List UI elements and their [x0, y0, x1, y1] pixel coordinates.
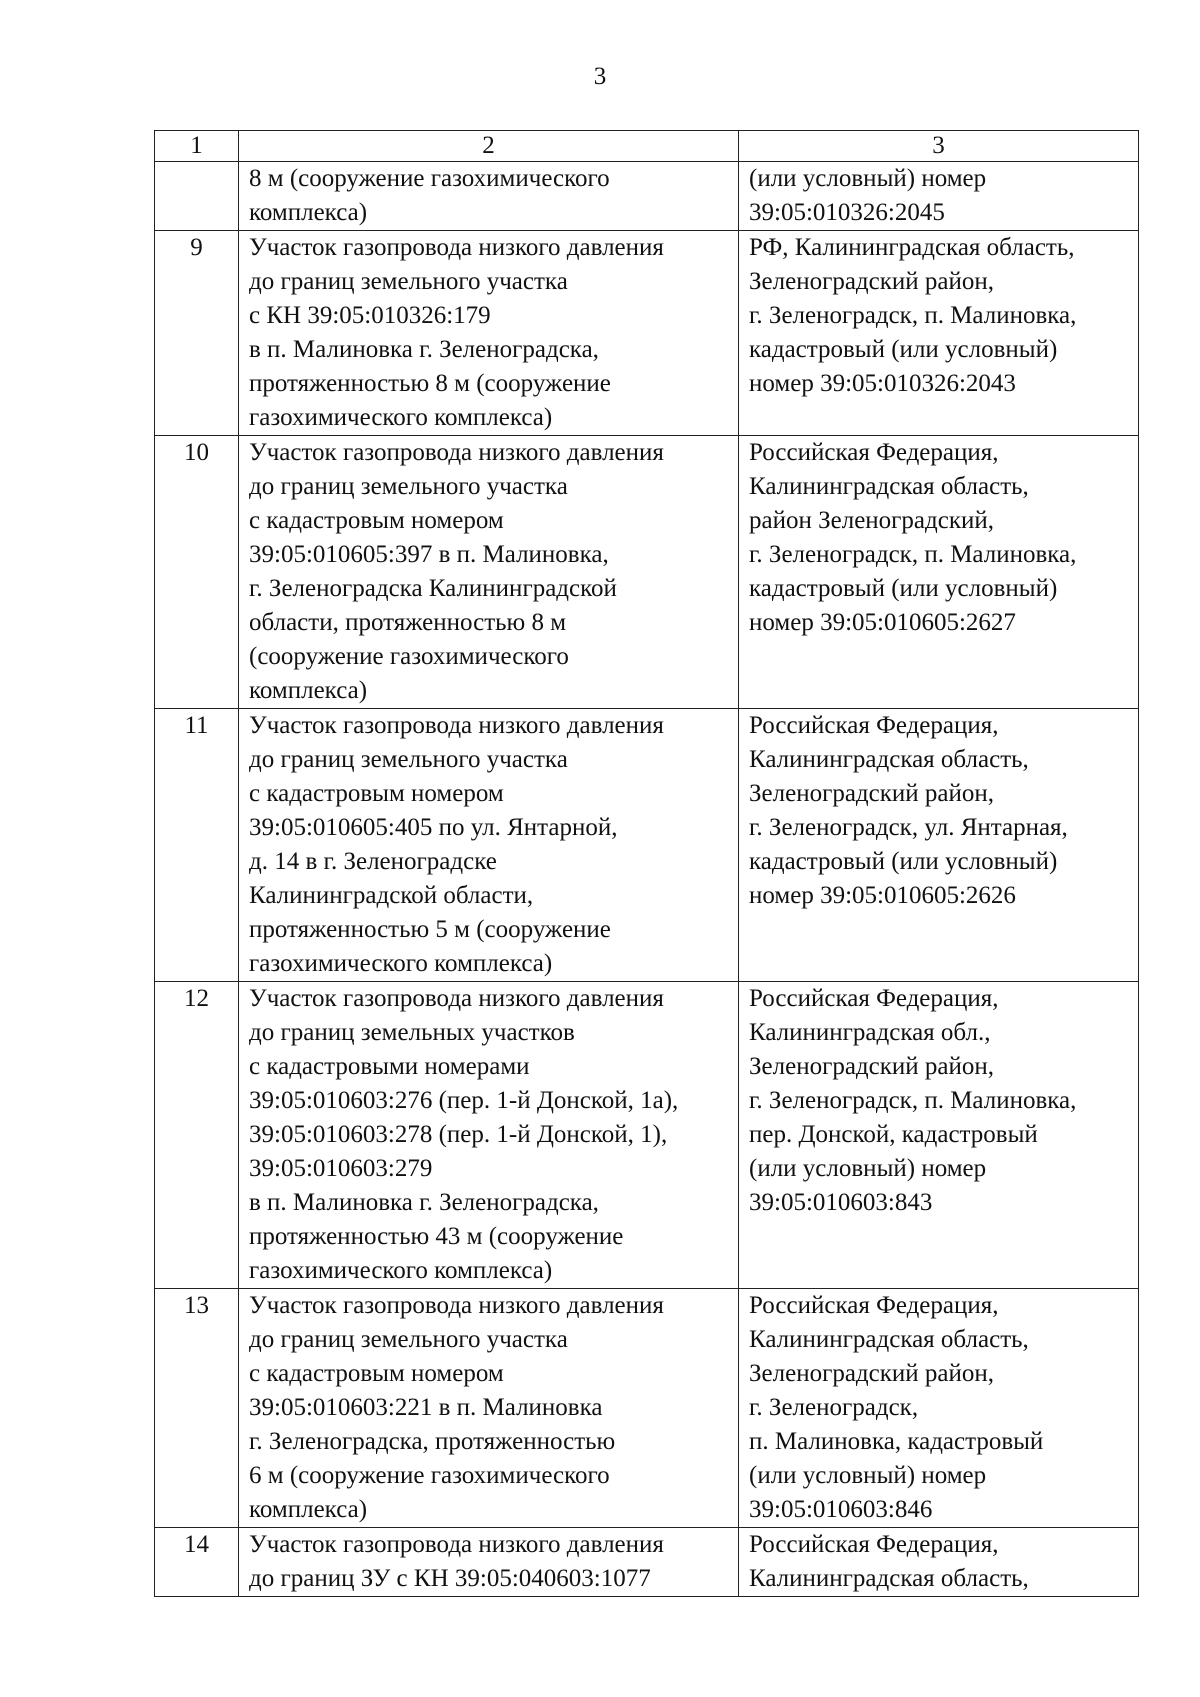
address-line: кадастровый (или условный) [749, 575, 1058, 602]
address-line: Зеленоградский район, [749, 1360, 994, 1387]
description-line: с кадастровыми номерами [249, 1053, 530, 1080]
address-line: Зеленоградский район, [749, 1053, 994, 1080]
address-line: г. Зеленоградск, п. Малиновка, [749, 1087, 1077, 1114]
object-address-cell [739, 1528, 1139, 1597]
description-line: до границ ЗУ с КН 39:05:040603:1077 [249, 1565, 651, 1592]
object-description-cell [239, 1289, 739, 1528]
address-line: Зеленоградский район, [749, 780, 994, 807]
objects-table [154, 130, 1139, 1597]
description-line: Участок газопровода низкого давления [249, 1531, 664, 1558]
description-line: д. 14 в г. Зеленоградске [249, 848, 497, 875]
table-row [155, 231, 1139, 436]
description-line: в п. Малиновка г. Зеленоградска, [249, 1189, 599, 1216]
address-line: Российская Федерация, [749, 712, 999, 739]
description-line: 39:05:010603:278 (пер. 1-й Донской, 1), [249, 1121, 668, 1148]
table-row [155, 1289, 1139, 1528]
description-line: 39:05:010603:221 в п. Малиновка [249, 1394, 603, 1421]
address-line: кадастровый (или условный) [749, 336, 1058, 363]
description-line: Участок газопровода низкого давления [249, 985, 664, 1012]
object-address-cell [739, 1289, 1139, 1528]
description-line: Калининградской области, [249, 882, 534, 909]
object-description-cell [239, 436, 739, 709]
description-line: г. Зеленоградска, протяженностью [249, 1428, 616, 1455]
description-line: до границ земельного участка [249, 746, 568, 773]
description-line: 39:05:010603:279 [249, 1155, 433, 1182]
object-address-cell [739, 982, 1139, 1289]
row-number-cell [155, 162, 239, 231]
description-line: Участок газопровода низкого давления [249, 1292, 664, 1319]
description-line: Участок газопровода низкого давления [249, 234, 664, 261]
object-description-cell [239, 162, 739, 231]
address-line: 39:05:010603:846 [749, 1496, 933, 1523]
address-line: Российская Федерация, [749, 985, 999, 1012]
address-line: Калининградская обл., [749, 1019, 991, 1046]
description-line: в п. Малиновка г. Зеленоградска, [249, 336, 599, 363]
table-row [155, 436, 1139, 709]
header-cell-1: 1 [155, 131, 239, 162]
object-address-cell [739, 162, 1139, 231]
description-line: газохимического комплекса) [249, 1257, 553, 1284]
description-line: протяженностью 5 м (сооружение [249, 916, 611, 943]
description-line: с кадастровым номером [249, 1360, 504, 1387]
description-line: до границ земельного участка [249, 473, 568, 500]
address-line: (или условный) номер [749, 165, 987, 192]
description-line: с КН 39:05:010326:179 [249, 302, 491, 329]
description-line: с кадастровым номером [249, 780, 504, 807]
address-line: пер. Донской, кадастровый [749, 1121, 1038, 1148]
description-line: Участок газопровода низкого давления [249, 439, 664, 466]
address-line: (или условный) номер [749, 1462, 987, 1489]
row-number-cell: 14 [155, 1528, 239, 1597]
description-line: комплекса) [249, 1496, 368, 1523]
address-line: Российская Федерация, [749, 1531, 999, 1558]
address-line: Калининградская область, [749, 746, 1029, 773]
description-line: с кадастровым номером [249, 507, 504, 534]
address-line: Российская Федерация, [749, 1292, 999, 1319]
address-line: Зеленоградский район, [749, 268, 994, 295]
description-line: газохимического комплекса) [249, 950, 553, 977]
description-line: газохимического комплекса) [249, 404, 553, 431]
object-description-cell [239, 709, 739, 982]
description-line: г. Зеленоградска Калининградской [249, 575, 617, 602]
object-address-cell [739, 436, 1139, 709]
description-line: 39:05:010605:397 в п. Малиновка, [249, 541, 609, 568]
description-line: 8 м (сооружение газохимического [249, 165, 610, 192]
address-line: кадастровый (или условный) [749, 848, 1058, 875]
object-description-cell [239, 231, 739, 436]
table-header-row [155, 131, 1139, 162]
description-line: 6 м (сооружение газохимического [249, 1462, 610, 1489]
address-line: п. Малиновка, кадастровый [749, 1428, 1044, 1455]
table-row [155, 162, 1139, 231]
description-line: до границ земельного участка [249, 1326, 568, 1353]
description-line: комплекса) [249, 677, 368, 704]
address-line: г. Зеленоградск, [749, 1394, 919, 1421]
description-line: до границ земельных участков [249, 1019, 575, 1046]
address-line: район Зеленоградский, [749, 507, 994, 534]
description-line: (сооружение газохимического [249, 643, 569, 670]
address-line: 39:05:010326:2045 [749, 199, 945, 226]
description-line: до границ земельного участка [249, 268, 568, 295]
address-line: г. Зеленоградск, п. Малиновка, [749, 302, 1077, 329]
address-line: г. Зеленоградск, ул. Янтарная, [749, 814, 1068, 841]
object-description-cell [239, 982, 739, 1289]
header-cell-2: 2 [239, 131, 739, 162]
table-row [155, 1528, 1139, 1597]
description-line: комплекса) [249, 199, 368, 226]
address-line: Калининградская область, [749, 1326, 1029, 1353]
header-cell-3: 3 [739, 131, 1139, 162]
row-number-cell: 10 [155, 436, 239, 709]
address-line: Калининградская область, [749, 1565, 1029, 1592]
address-line: РФ, Калининградская область, [749, 234, 1075, 261]
row-number-cell: 12 [155, 982, 239, 1289]
description-line: Участок газопровода низкого давления [249, 712, 664, 739]
table-row [155, 982, 1139, 1289]
table-body [155, 131, 1139, 1597]
address-line: номер 39:05:010605:2626 [749, 882, 1016, 909]
description-line: 39:05:010603:276 (пер. 1-й Донской, 1а), [249, 1087, 679, 1114]
address-line: Российская Федерация, [749, 439, 999, 466]
description-line: протяженностью 8 м (сооружение [249, 370, 611, 397]
description-line: области, протяженностью 8 м [249, 609, 567, 636]
row-number-cell: 11 [155, 709, 239, 982]
address-line: 39:05:010603:843 [749, 1189, 933, 1216]
object-address-cell [739, 709, 1139, 982]
object-address-cell [739, 231, 1139, 436]
row-number-cell: 13 [155, 1289, 239, 1528]
address-line: номер 39:05:010326:2043 [749, 370, 1016, 397]
page-number: 3 [593, 63, 607, 90]
description-line: протяженностью 43 м (сооружение [249, 1223, 624, 1250]
object-description-cell [239, 1528, 739, 1597]
description-line: 39:05:010605:405 по ул. Янтарной, [249, 814, 618, 841]
address-line: Калининградская область, [749, 473, 1029, 500]
address-line: (или условный) номер [749, 1155, 987, 1182]
table-row [155, 709, 1139, 982]
address-line: г. Зеленоградск, п. Малиновка, [749, 541, 1077, 568]
row-number-cell: 9 [155, 231, 239, 436]
address-line: номер 39:05:010605:2627 [749, 609, 1016, 636]
